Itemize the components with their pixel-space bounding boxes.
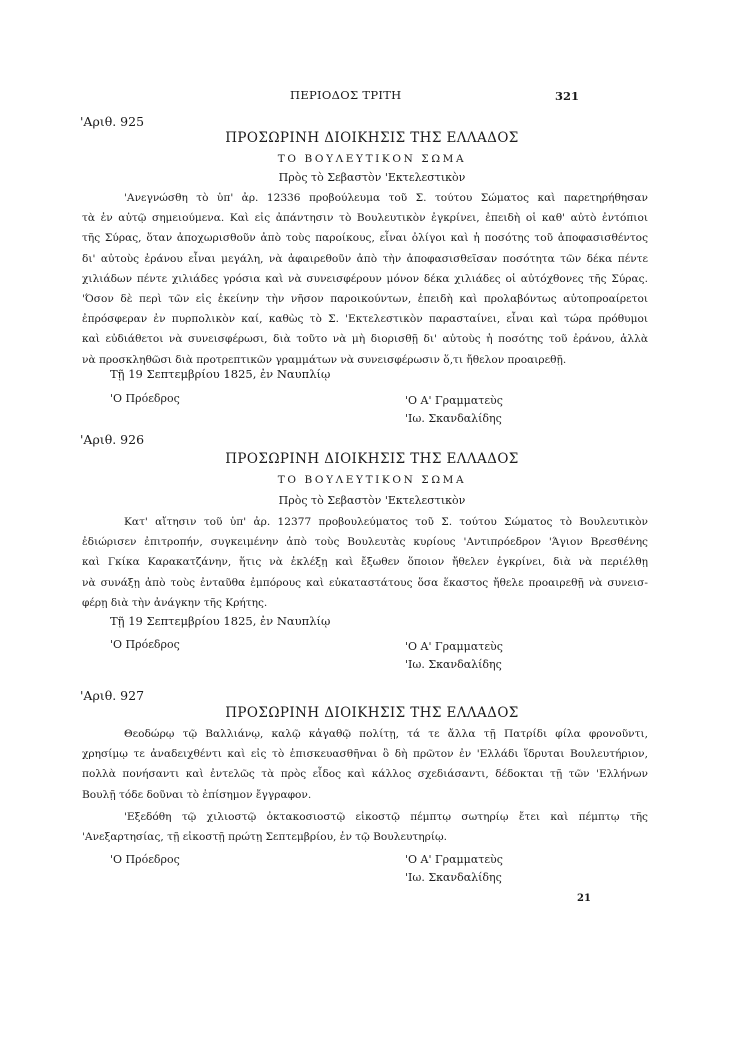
body-line: τῆς Σύρας, ὅταν ἀποχωρισθοῦν ἀπὸ τοὺς παροίκους, εἶναι ὀλίγοι καὶ ἡ ποσότης τοῦ ἀποφασισθέντος: [82, 232, 648, 245]
body-line: 'Όσον δὲ περὶ τῶν εἰς ἐκείνην τὴν νῆσον παροικούντων, ἐπειδὴ καὶ προλαβόντως αὐτοπροαίρετοι: [82, 293, 648, 306]
body-line: ἐδιώρισεν ἐπιτροπήν, συγκειμένην ἀπὸ τοὺς Βουλευτὰς κυρίους 'Αντιπρόεδρον 'Άγιον Βρεσθένης: [82, 536, 648, 549]
body-line: πολλὰ πονήσαντι καὶ ἐντελῶς τὰ πρὸς εἶδος καὶ κάλλος σχεδιάσαντι, δέδοκται τῇ τῶν 'Ελλήνων: [82, 768, 648, 781]
body-line: Θεοδώρῳ τῷ Βαλλιάνῳ, καλῷ κἀγαθῷ πολίτῃ, τά τε ἄλλα τῇ Πατρίδι φίλα φρονοῦντι,: [124, 728, 648, 740]
document-addressee: Πρὸς τὸ Σεβαστὸν 'Εκτελεστικὸν: [278, 171, 466, 184]
document-body: [82, 724, 648, 805]
document-number: 'Αριθ. 927: [80, 688, 145, 703]
body-line: νὰ προσκληθῶσι διὰ προτρεπτικῶν γραμμάτων νὰ συνεισφέρωσιν ὅ,τι ἤθελον προαιρεθῇ.: [82, 353, 567, 366]
signature-secretary-title: 'Ο Α' Γραμματεὺς: [405, 394, 503, 407]
body-line: χιλιάδων πέντε χιλιάδες γρόσια καὶ νὰ συνεισφέρουν μόνον δέκα χιλιάδες οἱ αὐτόχθονες τῆς Σύρας.: [82, 272, 648, 285]
document-number: 'Αριθ. 926: [80, 432, 145, 447]
document-body: [82, 188, 648, 370]
signature-president: 'Ο Πρόεδρος: [110, 392, 180, 405]
printer-signature-mark: 21: [577, 893, 591, 904]
document-heading: ΠΡΟΣΩΡΙΝΗ ΔΙΟΙΚΗΣΙΣ ΤΗΣ ΕΛΛΑΔΟΣ: [225, 705, 519, 721]
date-line: Τῇ 19 Σεπτεμβρίου 1825, ἐν Ναυπλίῳ: [110, 367, 331, 381]
signature-secretary-name: 'Ιω. Σκανδαλίδης: [405, 412, 502, 425]
body-line: Κατ' αἴτησιν τοῦ ὑπ' ἀρ. 12377 προβουλεύματος τοῦ Σ. τούτου Σώματος τὸ Βουλευτικὸν: [124, 516, 648, 528]
signature-secretary-title: 'Ο Α' Γραμματεὺς: [405, 853, 503, 866]
running-head: ΠΕΡΙΟΔΟΣ ΤΡΙΤΗ: [290, 88, 402, 102]
signature-secretary-name: 'Ιω. Σκανδαλίδης: [405, 871, 502, 884]
date-line: Τῇ 19 Σεπτεμβρίου 1825, ἐν Ναυπλίῳ: [110, 614, 331, 628]
document-subheading: ΤΟ ΒΟΥΛΕΥΤΙΚΟΝ ΣΩΜΑ: [277, 474, 467, 486]
document-issuance: [82, 807, 648, 847]
document-heading: ΠΡΟΣΩΡΙΝΗ ΔΙΟΙΚΗΣΙΣ ΤΗΣ ΕΛΛΑΔΟΣ: [225, 451, 519, 467]
body-line: 'Εξεδόθη τῷ χιλιοστῷ ὀκτακοσιοστῷ εἰκοστῷ πέμπτῳ σωτηρίῳ ἔτει καὶ πέμπτῳ τῆς: [124, 811, 648, 823]
document-body: [82, 512, 648, 613]
document-heading: ΠΡΟΣΩΡΙΝΗ ΔΙΟΙΚΗΣΙΣ ΤΗΣ ΕΛΛΑΔΟΣ: [225, 130, 519, 146]
document-subheading: ΤΟ ΒΟΥΛΕΥΤΙΚΟΝ ΣΩΜΑ: [277, 153, 467, 165]
body-line: ἐπρόσφεραν ἐν πυρπολικὸν καί, καθὼς τὸ Σ. 'Εκτελεστικὸν παρασταίνει, εἶναι καὶ τώρα πρόθυμοι: [82, 313, 648, 326]
body-line: χρησίμῳ τε ἀναδειχθέντι καὶ εἰς τὸ ἐπισκευασθῆναι ὃ δὴ πρῶτον ἐν 'Ελλάδι ἵδρυται Βουλευτήριον,: [82, 748, 648, 761]
signature-president: 'Ο Πρόεδρος: [110, 853, 180, 866]
body-line: νὰ συνάξῃ ἀπὸ τοὺς ἐνταῦθα ἐμπόρους καὶ εὐκαταστάτους ὅσα ἕκαστος ἤθελε προαιρεθῇ νὰ συνεισ-: [82, 576, 648, 589]
body-line: καὶ Γκίκα Καρακατζάνην, ἥτις νὰ ἐκλέξῃ καὶ ἔξωθεν ὅποιον ἤθελεν ἐγκρίνει, διὰ νὰ περιέλθῃ: [82, 556, 648, 569]
document-addressee: Πρὸς τὸ Σεβαστὸν 'Εκτελεστικὸν: [278, 494, 466, 507]
body-line: καὶ εὐδιάθετοι νὰ συνεισφέρωσι, διὰ τοῦτο νὰ μὴ διορισθῇ δι' αὐτοὺς ἡ ποσότης τοῦ ἐράνου, ἀλλὰ: [82, 333, 648, 346]
body-line: 'Ανεξαρτησίας, τῇ εἰκοστῇ πρώτῃ Σεπτεμβρίου, ἐν τῷ Βουλευτηρίῳ.: [82, 831, 447, 844]
body-line: Βουλῇ τόδε δοῦναι τὸ ἐπίσημον ἔγγραφον.: [82, 788, 312, 801]
body-line: τὰ ἐν αὐτῷ σημειούμενα. Καὶ εἰς ἀπάντησιν τὸ Βουλευτικὸν ἐγκρίνει, ἐπειδὴ οἱ καθ' αὐτὸ ἐντόπιοι: [82, 212, 648, 225]
body-line: δι' αὐτοὺς ἐράνου εἶναι μεγάλη, νὰ ἀφαιρεθοῦν ἀπὸ τὴν ἀποφασισθεῖσαν ποσότητα τῶν δέκα πέντε: [82, 252, 648, 265]
document-number: 'Αριθ. 925: [80, 114, 145, 129]
signature-secretary-title: 'Ο Α' Γραμματεὺς: [405, 640, 503, 653]
body-line: φέρῃ διὰ τὴν ἀνάγκην τῆς Κρήτης.: [82, 596, 268, 609]
signature-secretary-name: 'Ιω. Σκανδαλίδης: [405, 658, 502, 671]
signature-president: 'Ο Πρόεδρος: [110, 638, 180, 651]
body-line: 'Ανεγνώσθη τὸ ὑπ' ἀρ. 12336 προβούλευμα τοῦ Σ. τούτου Σώματος καὶ παρετηρήθησαν: [124, 192, 648, 204]
page-number: 321: [555, 89, 580, 103]
